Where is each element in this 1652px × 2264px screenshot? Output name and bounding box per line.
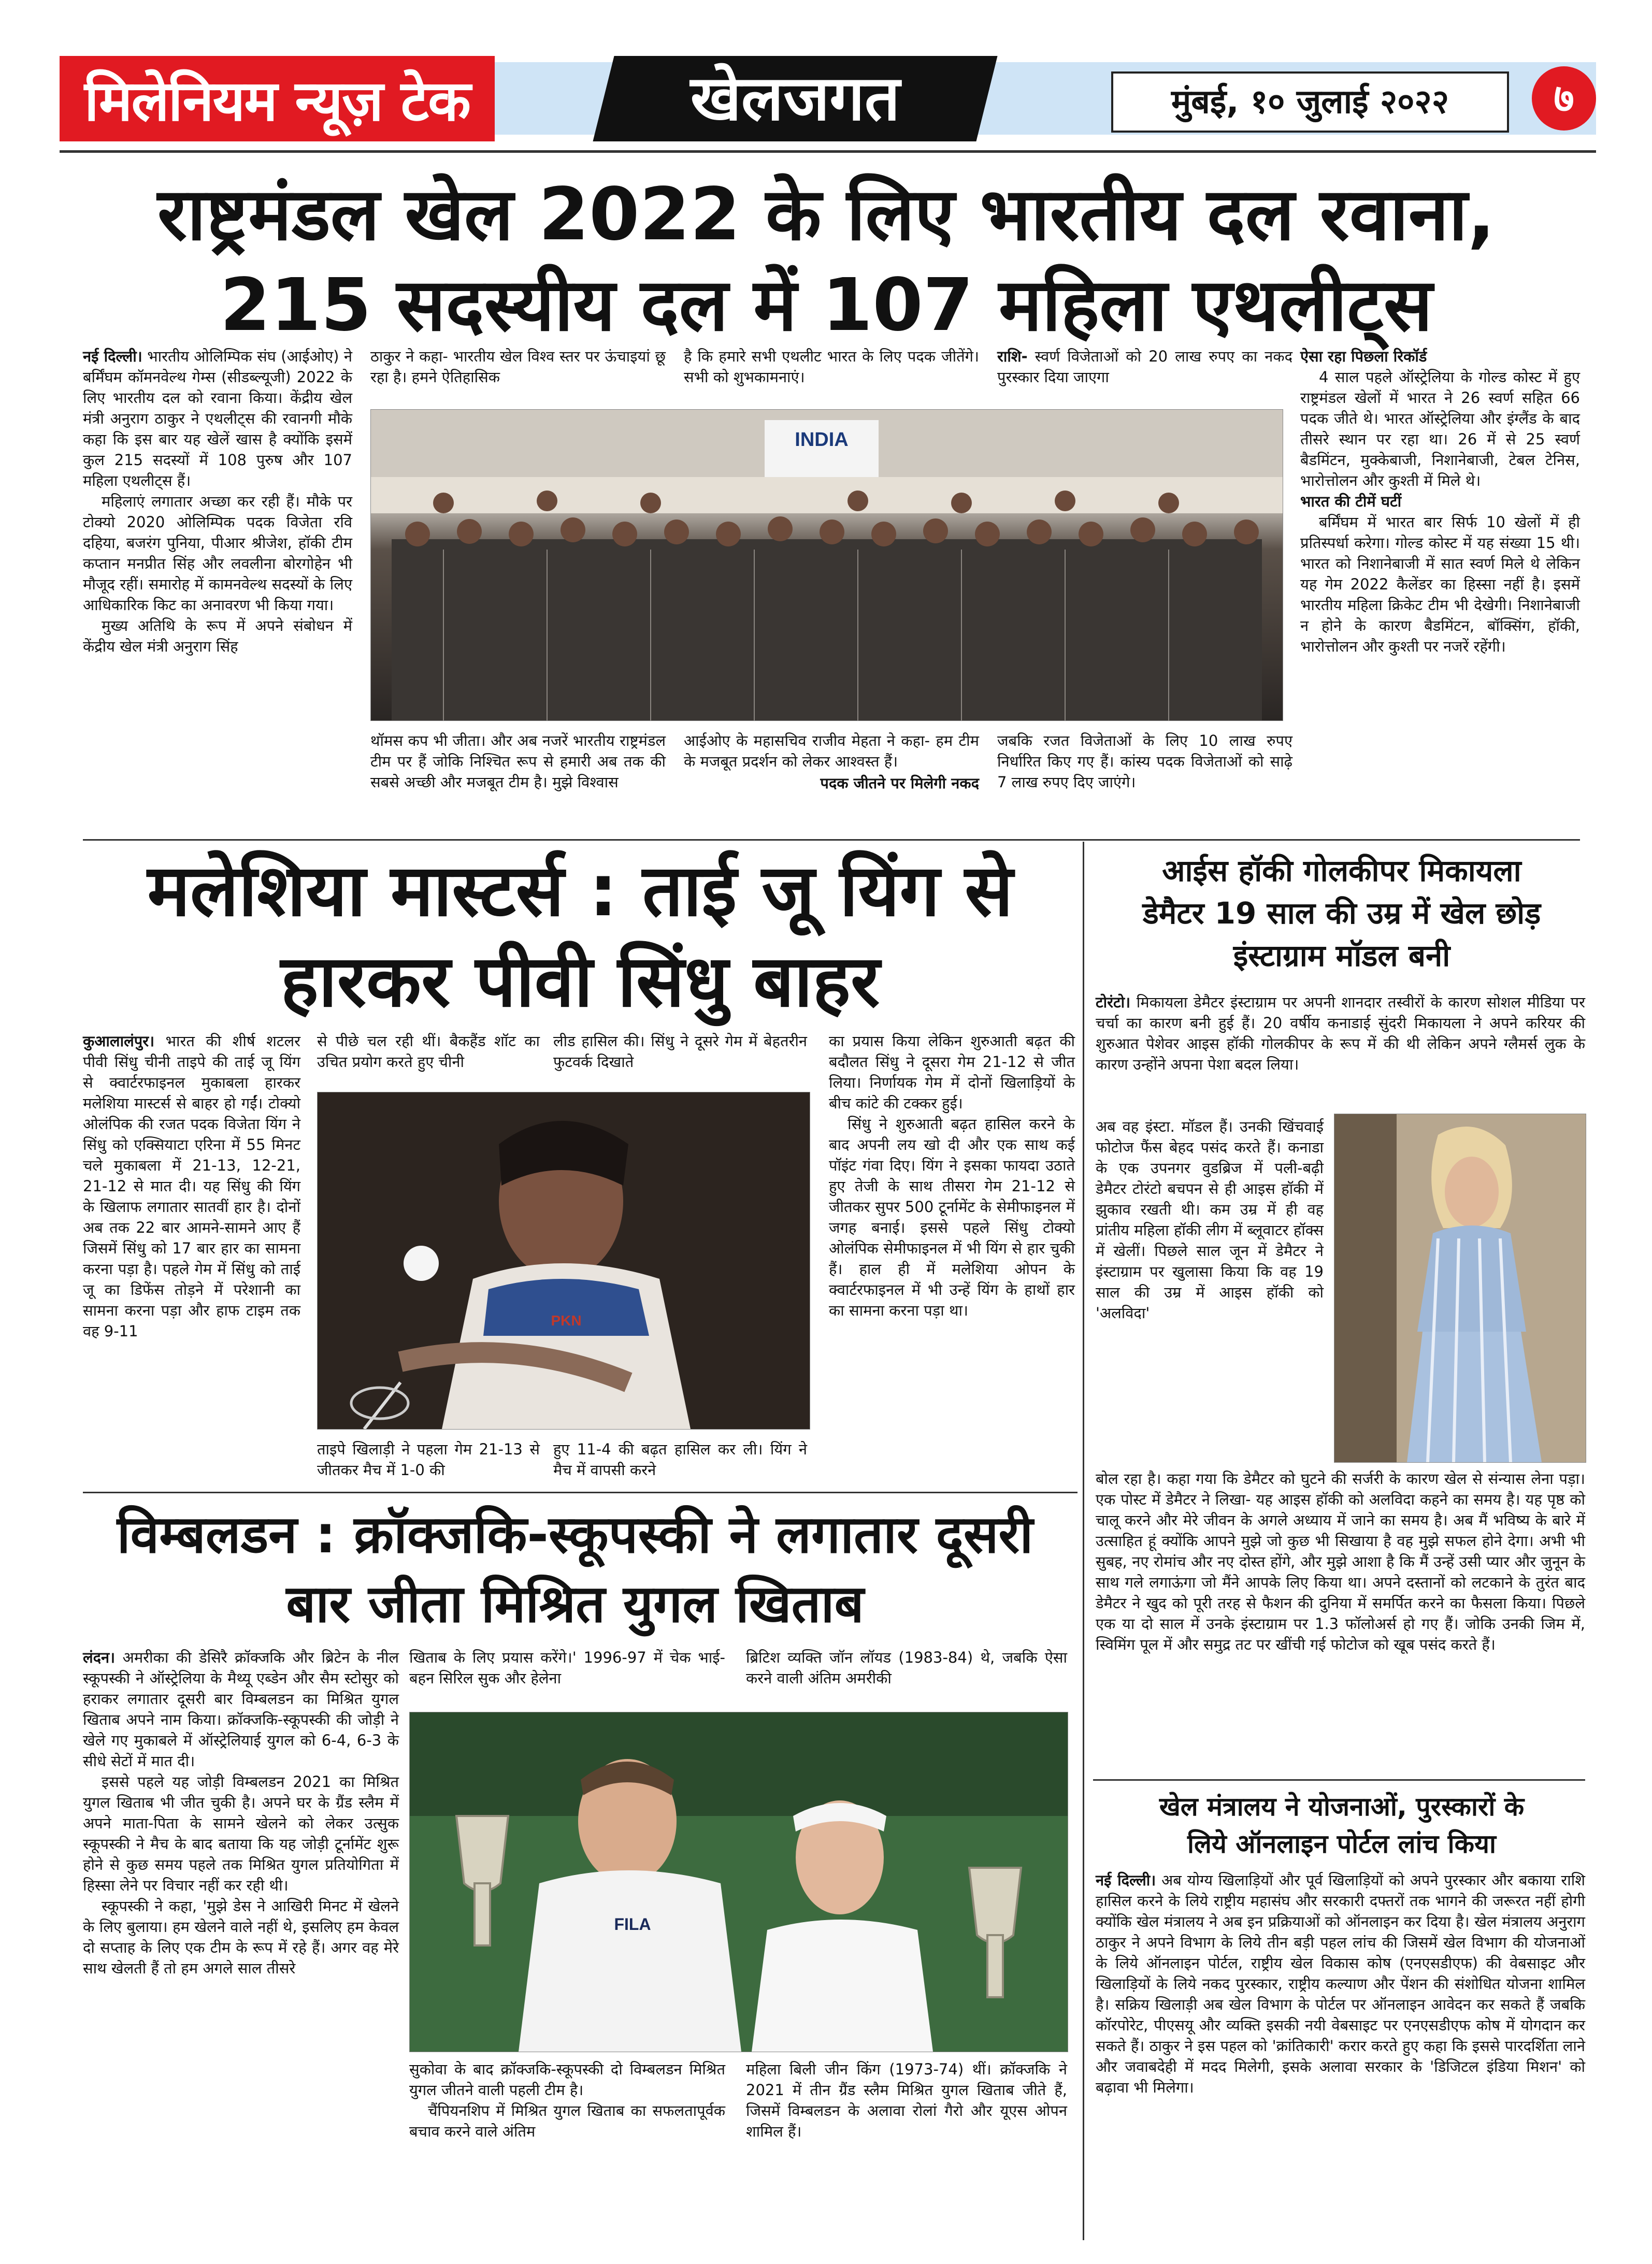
- story5-headline-line1: खेल मंत्रालय ने योजनाओं, पुरस्कारों के: [1159, 1792, 1525, 1822]
- shirt-text: FILA: [614, 1915, 651, 1934]
- section-label: खेलजगत: [690, 63, 900, 135]
- team-photo-illustration: [371, 410, 1283, 720]
- story1-headline-line2: 215 सदस्यीय दल में 107 महिला एथलीट्स: [220, 263, 1433, 348]
- story1-col1-para2: महिलाएं लगातार अच्छा कर रही हैं। मौके पर टोक्यो 2020 ओलिम्पिक पदक विजेता रवि दहिया, बजरंग पुनिया, पीआर श्रीजेश, हॉकी टीम कप्तान मनप्रीत सिंह और लवलीना बोरगोहेन भी मौजूद रहीं। समारोह में कामनवेल्थ सदस्यों के लिए आधिकारिक किट का अनावरण भी किया गया।: [83, 493, 352, 614]
- story3-headline-line2: डेमैटर 19 साल की उम्र में खेल छोड़: [1142, 896, 1541, 931]
- page-number-badge: [1532, 66, 1596, 131]
- brand-name: मिलेनियम न्यूज़ टेक: [84, 69, 470, 134]
- story3-headline-line3: इंस्टाग्राम मॉडल बनी: [1233, 938, 1450, 973]
- story2-headline-line1: मलेशिया मास्टर्स : ताई जू यिंग से: [147, 849, 1013, 932]
- story4-col2-bottom-para1: सुकोवा के बाद क्रॉक्जकि-स्कूपस्की दो विम्बलडन मिश्रित युगल जीतने वाली पहली टीम है।: [409, 2060, 725, 2099]
- story2-col4-para2: सिंधु ने शुरुआती बढ़त हासिल करने के बाद अपनी लय खो दी और एक साथ कई पॉइंट गंवा दिए। यिंग ने इसका फायदा उठाते हुए तेजी के साथ तीसरा गेम 21-12 से जीतकर सुपर 500 टूर्नामेंट के सेमीफाइनल में जगह बनाई। इससे पहले सिंधु टोक्यो ओलंपिक सेमीफाइनल में भी यिंग से हार चुकी हैं। हाल ही में मलेशिया ओपन के क्वार्टरफाइनल में भी उन्हें यिंग के हाथों हार का सामना करना पड़ा था।: [829, 1115, 1075, 1319]
- story1-col3-subhead: पदक जीतने पर मिलेगी नकद: [820, 774, 979, 792]
- story1-col5-subhead1: ऐसा रहा पिछला रिकॉर्ड: [1300, 348, 1427, 365]
- story4-col2-top: खिताब के लिए प्रयास करेंगे।' 1996-97 में चेक भाई-बहन सिरिल सुक और हेलेना: [409, 1649, 725, 1687]
- brand-logo: [60, 56, 495, 141]
- story2-col2-bottom: ताइपे खिलाड़ी ने पहला गेम 21-13 से जीतकर मैच में 1-0 की: [317, 1440, 540, 1479]
- story1-col4-top: राशि- स्वर्ण विजेताओं को 20 लाख रुपए का नकद पुरस्कार दिया जाएगा: [997, 348, 1292, 386]
- page-number: ७: [1554, 75, 1574, 121]
- masthead-rule: [60, 150, 1596, 153]
- wimbledon-photo: [409, 1712, 1068, 2052]
- story4-col2-bottom-para2: चैंपियनशिप में मिश्रित युगल खिताब का सफलतापूर्वक बचाव करने वाले अंतिम: [409, 2102, 725, 2140]
- story2-col3-bottom: हुए 11-4 की बढ़त हासिल कर ली। यिंग ने मैच में वापसी करने: [553, 1440, 807, 1479]
- story1-col1: नई दिल्ली। भारतीय ओलिम्पिक संघ (आईओए) ने बर्मिंघम कॉमनवेल्थ गेम्स (सीडब्ल्यूजी) 2022 के लिए भारतीय दल को रवाना किया। केंद्रीय खेल मंत्री अनुराग ठाकुर ने एथलीट्स की रवानगी मौके कहा कि इस बार यह खेलें खास है क्योंकि इसमें कुल 215 सदस्यों में 108 पुरुष और 107 महिला एथलीट्स हैं। महिलाएं लगातार अच्छा कर रही हैं। मौके पर टोक्यो 2020 ओलिम्पिक पदक विजेता रवि दहिया, बजरंग पुनिया, पीआर श्रीजेश, हॉकी टीम कप्तान मनप्रीत सिंह और लवलीना बोरगोहेन भी मौजूद रहीं। समारोह में कामनवेल्थ सदस्यों के लिए आधिकारिक किट का अनावरण भी किया गया। मुख्य अतिथि के रूप में अपने संबोधन में केंद्रीय खेल मंत्री अनुराग सिंह: [83, 346, 352, 657]
- story1-headline-line1: राष्ट्रमंडल खेल 2022 के लिए भारतीय दल रवाना,: [157, 172, 1496, 257]
- mikayla-photo: [1334, 1114, 1586, 1463]
- dateline: मुंबई, १० जुलाई २०२२: [1111, 71, 1509, 133]
- team-photo: [370, 409, 1283, 721]
- mikayla-photo-illustration: [1334, 1114, 1586, 1462]
- story5-body: नई दिल्ली। अब योग्य खिलाड़ियों और पूर्व खिलाड़ियों को अपने पुरस्कार और बकाया राशि हासिल करने के लिये राष्ट्रीय महासंघ और सरकारी दफ्तरों तक भागने की जरूरत नहीं होगी क्योंकि खेल मंत्रालय ने अब इन प्रक्रियाओं को ऑनलाइन कर दिया है। खेल मंत्रालय अनुराग ठाकुर ने अपने विभाग के लिये तीन बड़ी पहल लांच की जिसमें खेल विभाग की योजनाओं के लिये ऑनलाइन पोर्टल, राष्ट्रीय खेल विकास कोष (एनएसडीएफ) की वेबसाइट और खिलाड़ियों के लिये नकद पुरस्कार, राष्ट्रीय कल्याण और पेंशन की संशोधित योजना शामिल है। सक्रिय खिलाड़ी अब खेल विभाग के पोर्टल पर ऑनलाइन आवेदन कर सकते हैं जबकि कॉरपोरेट, पीएसयू और व्यक्ति इसकी नयी वेबसाइट पर एनएसडीएफ कोष में योगदान कर सकते हैं। ठाकुर ने इस पहल को 'क्रांतिकारी' करार करते हुए कहा कि इससे पारदर्शिता लाने और जवाबदेही में मदद मिलेगी, इसके अलावा सरकार के 'डिजिटल इंडिया मिशन' को बढ़ावा भी मिलेगा।: [1096, 1871, 1585, 2096]
- story1-col3-bottom: आईओए के महासचिव राजीव मेहता ने कहा- हम टीम के मजबूत प्रदर्शन को लेकर आश्वस्त हैं। पदक जीतने पर मिलेगी नकद: [684, 730, 979, 794]
- story1-col2-bottom: थॉमस कप भी जीता। और अब नजरें भारतीय राष्ट्रमंडल टीम पर हैं जोकि निश्चित रूप से हमारी अब तक की सबसे अच्छी और मजबूत टीम है। मुझे विश्वास: [370, 732, 666, 791]
- story1-col3-top: है कि हमारे सभी एथलीट भारत के लिए पदक जीतेंगे। सभी को शुभकामनाएं।: [684, 348, 979, 386]
- story3-headline-line1: आईस हॉकी गोलकीपर मिकायला: [1162, 853, 1521, 888]
- story4-col3-bottom: महिला बिली जीन किंग (1973-74) थीं। क्रॉक्जकि ने 2021 में तीन ग्रैंड स्लैम मिश्रित युगल खिताब जीते हैं, जिसमें विम्बलडन के अलावा रोलां गैरो और यूएस ओपन शामिल हैं।: [746, 2060, 1067, 2140]
- story2-col2-top: से पीछे चल रही थीं। बैकहैंड शॉट का उचित प्रयोग करते हुए चीनी: [317, 1032, 540, 1071]
- story2-col4-para1: का प्रयास किया लेकिन शुरुआती बढ़त की बदौलत सिंधु ने दूसरा गेम 21-12 से जीत लिया। निर्णायक गेम में दोनों खिलाड़ियों के बीच कांटे की टक्कर हुई।: [829, 1032, 1075, 1112]
- sindhu-photo: [317, 1092, 810, 1430]
- wimbledon-photo-illustration: [410, 1712, 1068, 2052]
- story4-col2-bottom: [409, 2059, 725, 2142]
- masthead: [60, 56, 1596, 144]
- story3-rule: [1093, 1779, 1585, 1781]
- story1-dateline: नई दिल्ली।: [83, 348, 142, 365]
- story1-rule: [83, 839, 1580, 841]
- story3-side: अब वह इंस्टा. मॉडल हैं। उनकी खिंचवाई फोटोज फैंस बेहद पसंद करते हैं। कनाडा के एक उपनगर वुडब्रिज में पली-बढ़ी डेमैटर टोरंटो बचपन से ही आइस हॉकी में झुकाव रखती थी। कम उम्र में ही वह प्रांतीय महिला हॉकी लीग में ब्लूवाटर हॉक्स में खेलीं। पिछले साल जून में डेमैटर ने इंस्टाग्राम पर खुलासा किया कि वह 19 साल की उम्र में आइस हॉकी को 'अलविदा': [1096, 1118, 1324, 1322]
- story1-col5-para2: बर्मिंघम में भारत बार सिर्फ 10 खेलों में ही प्रतिस्पर्धा करेगा। गोल्ड कोस्ट में यह संख्या 15 थी। भारत को निशानेबाजी में सात स्वर्ण मिले थे लेकिन यह गेम 2022 कैलेंडर का हिस्सा नहीं है। इसमें भारतीय महिला क्रिकेट टीम भी देखेगी। निशानेबाजी न होने के कारण बैडमिंटन, बॉक्सिंग, हॉकी, भारोत्तोलन और कुश्ती पर नजरें रहेंगी।: [1300, 513, 1580, 655]
- story2-col3-top: लीड हासिल की। सिंधु ने दूसरे गेम में बेहतरीन फुटवर्क दिखाते: [553, 1032, 807, 1071]
- story4-col1-para2: इससे पहले यह जोड़ी विम्बलडन 2021 का मिश्रित युगल खिताब भी जीत चुकी है। अपने घर के ग्रैंड स्लैम में अपने माता-पिता के सामने खेलने को लेकर उत्सुक स्कूपस्की ने मैच के बाद बताया कि यह जोड़ी टूर्नामेंट शुरू होने से कुछ समय पहले तक मिश्रित युगल प्रतियोगिता में हिस्सा लेने पर विचार नहीं कर रही थी।: [83, 1773, 399, 1894]
- story5-headline-line2: लिये ऑनलाइन पोर्टल लांच किया: [1187, 1829, 1496, 1859]
- story2-col4: [829, 1031, 1075, 1321]
- right-column-rule: [1083, 842, 1084, 2240]
- story1-col5-subhead2: भारत की टीमें घटीं: [1300, 493, 1402, 510]
- story4-headline-line1: विम्बलडन : क्रॉक्जकि-स्कूपस्की ने लगातार दूसरी: [117, 1504, 1033, 1565]
- story1-col5: [1300, 346, 1580, 657]
- story4-col1-para3: स्कूपस्की ने कहा, 'मुझे डेस ने आखिरी मिनट में खेलने के लिए बुलाया। हम खेलने वाले नहीं थे, इसलिए हम केवल दो सप्ताह के लिए एक टीम के रूप में रहे हैं। अगर वह मेरे साथ खेलती हैं तो हम अगले साल तीसरे: [83, 1897, 399, 1977]
- story4-col3-top: ब्रिटिश व्यक्ति जॉन लॉयड (1983-84) थे, जबकि ऐसा करने वाली अंतिम अमरीकी: [746, 1649, 1067, 1687]
- india-banner-text: INDIA: [795, 429, 849, 451]
- story2-col1: कुआलालंपुर। भारत की शीर्ष शटलर पीवी सिंधु चीनी ताइपे की ताई जू यिंग से क्वार्टरफाइनल मुकाबला हारकर मलेशिया मास्टर्स से बाहर हो गईं। टोक्यो ओलंपिक की रजत पदक विजेता यिंग ने सिंधु को एक्सियाटा एरिना में 55 मिनट चले मुकाबला में 21-13, 12-21, 21-12 से मात दी। यह सिंधु की यिंग के खिलाफ लगातार सातवीं हार है। दोनों अब तक 22 बार आमने-सामने आए हैं जिसमें सिंधु को 17 बार हार का सामना करना पड़ा है। पहले गेम में सिंधु को ताई जू का डिफेंस तोड़ने में परेशानी का सामना करना पड़ा और हाफ टाइम तक वह 9-11: [83, 1032, 300, 1340]
- jersey-text: PKN: [551, 1313, 582, 1329]
- story1-col4-bottom: जबकि रजत विजेताओं के लिए 10 लाख रुपए निर्धारित किए गए हैं। कांस्य पदक विजेताओं को साढ़े 7 लाख रुपए दिए जाएंगे।: [997, 732, 1292, 791]
- story2-headline-line2: हारकर पीवी सिंधु बाहर: [280, 940, 880, 1023]
- story4-headline-line2: बार जीता मिश्रित युगल खिताब: [286, 1574, 864, 1634]
- story1-col2-top: ठाकुर ने कहा- भारतीय खेल विश्व स्तर पर ऊंचाइयां छू रहा है। हमने ऐतिहासिक: [370, 348, 666, 386]
- story2-rule: [83, 1492, 1078, 1493]
- story1-col5-para1: 4 साल पहले ऑस्ट्रेलिया के गोल्ड कोस्ट में हुए राष्ट्रमंडल खेलों में भारत ने 26 स्वर्ण सहित 66 पदक जीते थे। भारत ऑस्ट्रेलिया और इंग्लैंड के बाद तीसरे स्थान पर रहा था। 26 में से 25 स्वर्ण बैडमिंटन, मुक्केबाजी, निशानेबाजी, टेबल टेनिस, भारोत्तोलन और कुश्ती में मिले थे।: [1300, 368, 1580, 489]
- story1-col1-para3: मुख्य अतिथि के रूप में अपने संबोधन में केंद्रीय खेल मंत्री अनुराग सिंह: [83, 617, 352, 655]
- story4-col1: लंदन। अमरीका की डेसिरै क्रॉक्जकि और ब्रिटेन के नील स्कूपस्की ने ऑस्ट्रेलिया के मैथ्यू एब्डेन और सैम स्टोसुर को हराकर लगातार दूसरी बार विम्बलडन का मिश्रित युगल खिताब अपने नाम किया। क्रॉक्जकि-स्कूपस्की की जोड़ी ने खेले गए मुकाबले में ऑस्ट्रेलियाई युगल को 6-4, 6-3 के सीधे सेटों में मात दी। इससे पहले यह जोड़ी विम्बलडन 2021 का मिश्रित युगल खिताब भी जीत चुकी है। अपने घर के ग्रैंड स्लैम में अपने माता-पिता के सामने खेलने को लेकर उत्सुक स्कूपस्की ने मैच के बाद बताया कि यह जोड़ी टूर्नामेंट शुरू होने से कुछ समय पहले तक मिश्रित युगल प्रतियोगिता में हिस्सा लेने पर विचार नहीं कर रही थी। स्कूपस्की ने कहा, 'मुझे डेस ने आखिरी मिनट में खेलने के लिए बुलाया। हम खेलने वाले नहीं थे, इसलिए हम केवल दो सप्ताह के लिए एक टीम के रूप में रहे हैं। अगर वह मेरे साथ खेलती हैं तो हम अगले साल तीसरे: [83, 1647, 399, 1979]
- story3-top: टोरंटो। मिकायला डेमैटर इंस्टाग्राम पर अपनी शानदार तस्वीरों के कारण सोशल मीडिया पर चर्चा का कारण बनी हुई हैं। 20 वर्षीय कनाडाई सुंदरी मिकायला ने अपने करियर की शुरुआत पेशेवर आइस हॉकी गोलकीपर के रूप में की थी लेकिन अपने ग्लैमर्स लुक के कारण उन्होंने अपना पेशा बदल लिया।: [1096, 993, 1585, 1073]
- sindhu-photo-illustration: [318, 1092, 810, 1429]
- story3-bottom: बोल रहा है। कहा गया कि डेमैटर को घुटने की सर्जरी के कारण खेल से संन्यास लेना पड़ा। एक पोस्ट में डेमैटर ने लिखा- यह आइस हॉकी को अलविदा कहने का समय है। यह पृष्ठ को चालू करने और मेरे जीवन के अगले अध्याय में जाने का समय है। अब मैं भविष्य के बारे में उत्साहित हूं क्योंकि आपने मुझे जो कुछ भी सिखाया है वह मुझे सफल होने देगा। अभी भी सुबह, नए रोमांच और नए दोस्त होंगे, और मुझे आशा है कि मैं उन्हें उसी प्यार और जुनून के साथ गले लगाऊंगा जो मैंने आपके लिए किया था। अपने दस्तानों को लटकाने के तुरंत बाद डेमैटर ने खुद को पूरी तरह से फैशन की दुनिया में समर्पित करने का फैसला किया। पिछले एक या दो साल में उनके इंस्टाग्राम पर 1.3 फॉलोअर्स हो गए हैं। जोकि उनकी जिम में, स्विमिंग पूल में और समुद्र तट पर खींची गई फोटोज को खूब पसंद करते हैं।: [1096, 1470, 1585, 1653]
